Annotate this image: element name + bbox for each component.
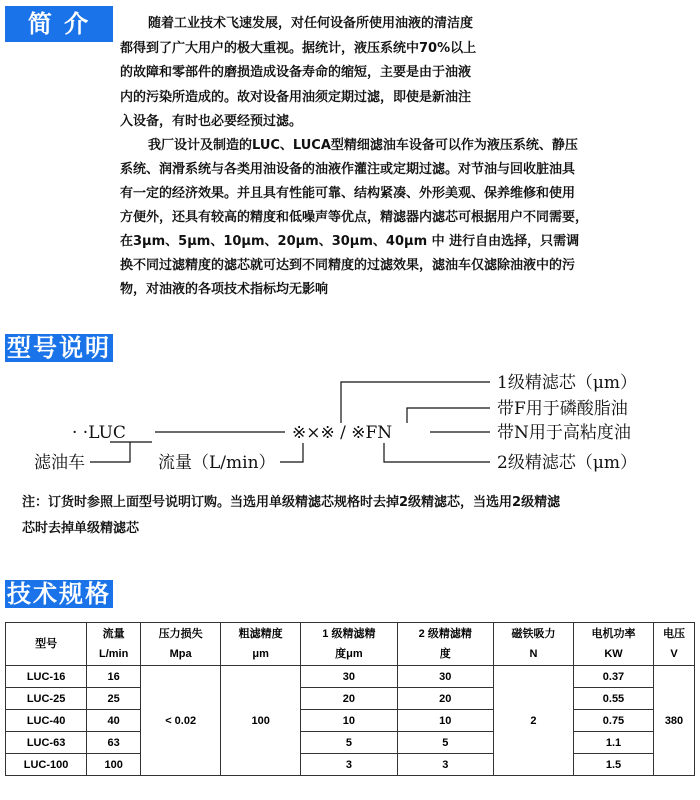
table-cell: 25 <box>87 688 141 710</box>
column-header <box>6 623 87 666</box>
table-cell: 20 <box>301 688 397 710</box>
table-cell: 63 <box>87 732 141 754</box>
column-header <box>493 623 573 666</box>
header-label: 2 级精滤精 <box>418 628 472 640</box>
table-cell: < 0.02 <box>141 666 221 776</box>
table-cell: 20 <box>397 688 493 710</box>
intro-line: 换不同过滤精度的滤芯就可达到不同精度的过滤效果，滤油车仅滤除油液中的污 <box>120 258 576 273</box>
header-unit: μm <box>252 648 269 660</box>
table-cell: 5 <box>397 732 493 754</box>
table-cell: 16 <box>87 666 141 688</box>
left-label: 滤油车 <box>34 453 85 473</box>
table-row <box>6 688 695 710</box>
column-header <box>654 623 695 666</box>
table-cell: 3 <box>301 754 397 776</box>
column-header <box>221 623 301 666</box>
intro-line: 方便外，还具有较高的精度和低噪声等优点，精滤器内滤芯可根据用户不同需要， <box>120 210 589 225</box>
table-cell: 40 <box>87 710 141 732</box>
header-unit: 度μm <box>335 648 363 660</box>
intro-line: 系统、润滑系统与各类用油设备的油液作灌注或定期过滤。对节油与回收脏油具 <box>120 162 576 177</box>
header-label: 粗滤精度 <box>238 628 283 640</box>
intro-line: 内的污染所造成的。故对设备用油须定期过滤，即使是新油注 <box>120 90 472 105</box>
flow-label: 流量（L/min） <box>158 453 276 473</box>
table-cell: 10 <box>397 710 493 732</box>
table-row <box>6 754 695 776</box>
column-header <box>301 623 397 666</box>
table-cell: 1.1 <box>573 732 653 754</box>
table-cell: 100 <box>87 754 141 776</box>
table-cell: 0.55 <box>573 688 653 710</box>
column-header <box>573 623 653 666</box>
table-cell: 3 <box>397 754 493 776</box>
header-label: 磁铁吸力 <box>511 628 556 640</box>
spec-heading: 技术规格 <box>7 580 111 608</box>
header-unit: N <box>529 648 538 660</box>
intro-line: 在3μm、5μm、10μm、20μm、30μm、40μm 中 进行自由选择，只需调 <box>120 234 580 249</box>
intro-line: 有一定的经济效果。并且具有性能可靠、结构紧凑、外形美观、保养维修和使用 <box>120 186 576 201</box>
header-label: 型号 <box>35 638 58 650</box>
model-diagram <box>0 365 700 480</box>
table-cell: 30 <box>301 666 397 688</box>
table-cell: 0.75 <box>573 710 653 732</box>
table-cell: 5 <box>301 732 397 754</box>
intro-line: 都得到了广大用户的极大重视。据统计，液压系统中70%以上 <box>120 41 477 56</box>
intro-line: 入设备，有时也必要经预过滤。 <box>120 114 303 129</box>
table-cell: 100 <box>221 666 301 776</box>
header-unit: 度 <box>439 648 451 660</box>
header-unit: Mpa <box>169 648 192 660</box>
intro-line: 物，对油液的各项技术指标均无影响 <box>120 282 329 297</box>
table-cell: 380 <box>654 666 695 776</box>
note-line-1: 注：订货时参照上面型号说明订购。当选用单级精滤芯规格时去掉2级精滤芯，当选用2级精滤 <box>22 495 561 510</box>
table-cell: 30 <box>397 666 493 688</box>
table-row <box>6 710 695 732</box>
column-header <box>87 623 141 666</box>
table-cell: 10 <box>301 710 397 732</box>
header-unit: L/min <box>98 648 129 660</box>
table-cell: LUC-63 <box>6 732 87 754</box>
header-label: 1 级精滤精 <box>322 628 376 640</box>
intro-line: 的故障和零部件的磨损造成设备寿命的缩短，主要是由于油液 <box>120 65 472 80</box>
header-unit: V <box>670 648 678 660</box>
right-label-3: 带N用于高粘度油 <box>497 423 631 443</box>
table-cell: 0.37 <box>573 666 653 688</box>
code-prefix: · ·LUC <box>72 423 126 443</box>
header-label: 电机功率 <box>591 628 636 640</box>
column-header <box>141 623 221 666</box>
right-label-1: 1级精滤芯（μm） <box>497 373 637 393</box>
header-label: 流量 <box>102 628 125 640</box>
header-label: 电压 <box>663 628 685 640</box>
right-label-2: 带F用于磷酸脂油 <box>497 399 628 419</box>
header-label: 压力损失 <box>158 628 203 640</box>
table-cell: LUC-100 <box>6 754 87 776</box>
model-heading: 型号说明 <box>7 334 111 362</box>
intro-heading: 简 介 <box>5 6 113 42</box>
table-cell: 2 <box>493 666 573 776</box>
header-unit: KW <box>604 648 623 660</box>
table-cell: LUC-40 <box>6 710 87 732</box>
spec-table <box>5 622 695 776</box>
intro-line: 我厂设计及制造的LUC、LUCA型精细滤油车设备可以作为液压系统、静压 <box>148 138 578 153</box>
table-row <box>6 666 695 688</box>
table-cell: 1.5 <box>573 754 653 776</box>
column-header <box>397 623 493 666</box>
right-label-4: 2级精滤芯（μm） <box>497 453 637 473</box>
code-suffix: ※×※ / ※FN <box>292 423 393 443</box>
table-cell: LUC-16 <box>6 666 87 688</box>
table-cell: LUC-25 <box>6 688 87 710</box>
table-row <box>6 732 695 754</box>
note-line-2: 芯时去掉单级精滤芯 <box>22 521 140 536</box>
intro-line: 随着工业技术飞速发展，对任何设备所使用油液的清洁度 <box>148 16 474 31</box>
